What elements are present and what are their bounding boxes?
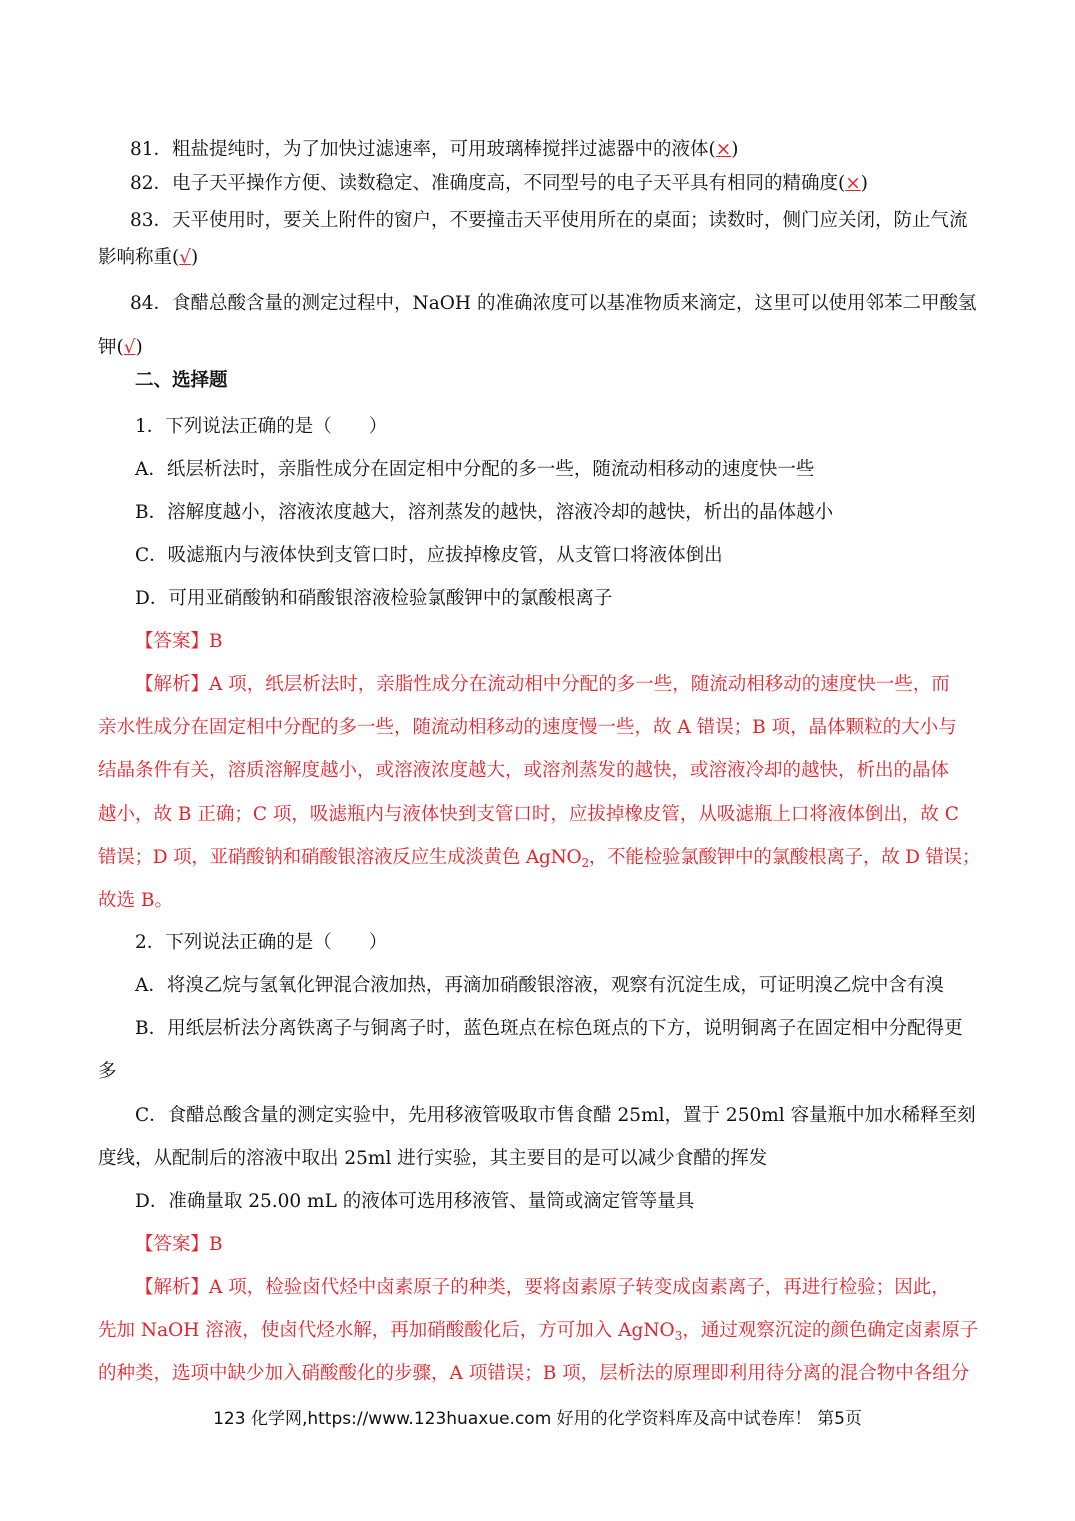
close-paren: ) [191,247,199,268]
judgment-text: 81．粗盐提纯时，为了加快过滤速率，可用玻璃棒搅拌过滤器中的液体( [130,139,716,160]
q2-stem: 2．下列说法正确的是（ ） [135,932,388,953]
section-title: 二、选择题 [135,370,228,391]
subscript: 2 [581,856,589,870]
q2-option-d: D．准确量取 25.00 mL 的液体可选用移液管、量筒或滴定管等量具 [135,1191,695,1212]
judgment-84-line2 [98,335,143,361]
analysis-text: ，通过观察沉淀的颜色确定卤素原子 [682,1320,979,1341]
q1-analysis-line6: 故选 B。 [98,890,173,911]
judgment-81 [130,137,739,163]
check-mark: √ [179,247,192,268]
q2-option-c-line2: 度线，从配制后的溶液中取出 25ml 进行实验，其主要目的是可以减少食醋的挥发 [98,1148,768,1169]
q1-answer: 【答案】B [135,631,223,652]
q2-analysis-line2 [98,1318,978,1349]
analysis-text: 先加 NaOH 溶液，使卤代烃水解，再加硝酸酸化后，方可加入 AgNO [98,1320,675,1341]
judgment-text: 影响称重( [98,247,180,268]
q1-analysis-line5 [98,845,980,876]
close-paren: ) [731,139,739,160]
q2-option-b-line1: B．用纸层析法分离铁离子与铜离子时，蓝色斑点在棕色斑点的下方，说明铜离子在固定相中分配得更 [135,1018,963,1039]
subscript: 3 [674,1329,683,1343]
q1-option-d: D．可用亚硝酸钠和硝酸银溶液检验氯酸钾中的氯酸根离子 [135,588,613,609]
judgment-84-line1: 84．食醋总酸含量的测定过程中，NaOH 的准确浓度可以基准物质来滴定，这里可以使用邻苯二甲酸氢 [130,293,977,314]
cross-mark: × [715,139,732,160]
analysis-text: ，不能检验氯酸钾中的氯酸根离子，故 D 错误； [588,847,981,868]
q1-analysis-line1: 【解析】A 项，纸层析法时，亲脂性成分在流动相中分配的多一些，随流动相移动的速度快一些，而 [135,674,950,695]
q1-analysis-line4: 越小，故 B 正确；C 项，吸滤瓶内与液体快到支管口时，应拔掉橡皮管，从吸滤瓶上口将液体倒出，故 C [98,804,959,825]
page-footer: 123 化学网,https://www.123huaxue.com 好用的化学资料库及高中试卷库！ 第5页 [213,1409,862,1429]
q2-option-c-line1: C．食醋总酸含量的测定实验中，先用移液管吸取市售食醋 25ml，置于 250ml 容量瓶中加水稀释至刻 [135,1105,976,1126]
close-paren: ) [135,337,143,358]
q2-option-b-line2: 多 [98,1061,117,1082]
judgment-82 [130,171,868,197]
cross-mark: × [845,173,861,194]
q2-analysis-line1: 【解析】A 项，检验卤代烃中卤素原子的种类，要将卤素原子转变成卤素离子，再进行检验；因此， [135,1277,950,1298]
q1-option-c: C．吸滤瓶内与液体快到支管口时，应拔掉橡皮管，从支管口将液体倒出 [135,545,723,566]
analysis-text: 错误；D 项，亚硝酸钠和硝酸银溶液反应生成淡黄色 AgNO [98,847,582,868]
judgment-text: 钾( [98,337,124,358]
q1-option-b: B．溶解度越小，溶液浓度越大，溶剂蒸发的越快，溶液冷却的越快，析出的晶体越小 [135,502,834,523]
judgment-text: 82．电子天平操作方便、读数稳定、准确度高，不同型号的电子天平具有相同的精确度( [130,173,846,194]
q2-answer: 【答案】B [135,1234,223,1255]
q2-option-a: A．将溴乙烷与氢氧化钾混合液加热，再滴加硝酸银溶液，观察有沉淀生成，可证明溴乙烷中含有溴 [135,975,944,996]
judgment-83-line1: 83．天平使用时，要关上附件的窗户，不要撞击天平使用所在的桌面；读数时，侧门应关闭，防止气流 [130,210,968,231]
q1-option-a: A．纸层析法时，亲脂性成分在固定相中分配的多一些，随流动相移动的速度快一些 [135,459,815,480]
q1-analysis-line3: 结晶条件有关，溶质溶解度越小，或溶液浓度越大，或溶剂蒸发的越快，或溶液冷却的越快，析出的晶体 [98,760,950,781]
q1-analysis-line2: 亲水性成分在固定相中分配的多一些，随流动相移动的速度慢一些，故 A 错误；B 项，晶体颗粒的大小与 [98,717,957,738]
check-mark: √ [123,337,136,358]
close-paren: ) [860,173,868,194]
judgment-83-line2 [98,245,198,271]
q1-stem: 1．下列说法正确的是（ ） [135,416,388,437]
q2-analysis-line3: 的种类，选项中缺少加入硝酸酸化的步骤，A 项错误；B 项，层析法的原理即利用待分离的混合物中各组分 [98,1363,970,1384]
